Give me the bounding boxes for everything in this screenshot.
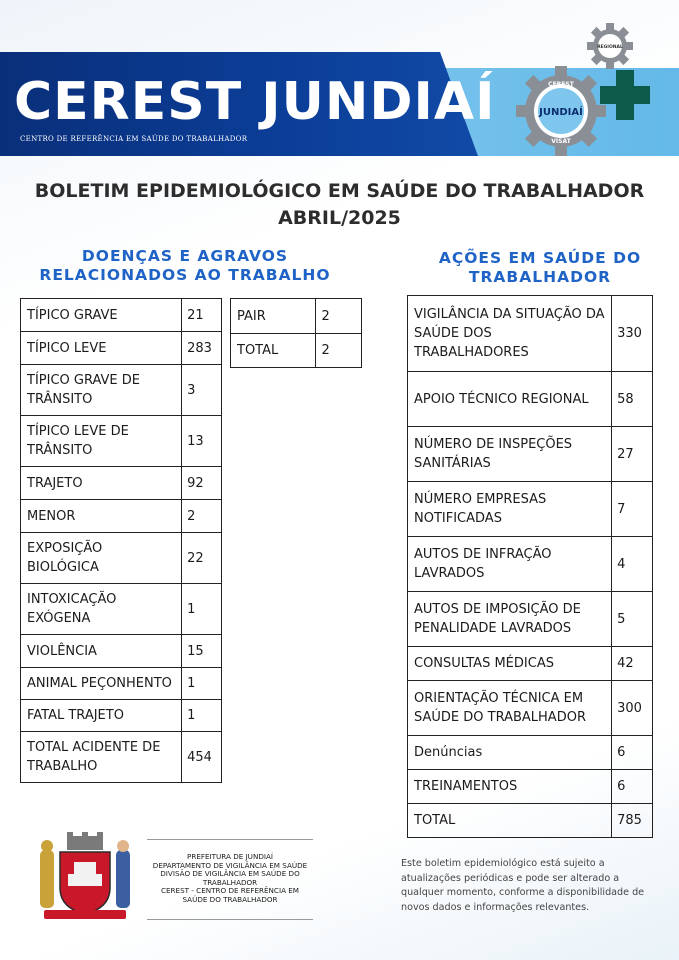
row-value: 27 [612, 427, 653, 482]
gear-regional-label: REGIONAL [597, 45, 623, 50]
row-value: 300 [612, 681, 653, 736]
row-label: NÚMERO DE INSPEÇÕES SANITÁRIAS [408, 427, 612, 482]
row-value: 2 [316, 299, 362, 334]
row-value: 92 [182, 467, 222, 500]
row-value: 1 [182, 700, 222, 732]
left-heading-line2: RELACIONADOS AO TRABALHO [39, 266, 331, 284]
footer-line: DIVISÃO DE VIGILÂNCIA EM SAÚDE DO [160, 869, 300, 879]
table-row [408, 681, 653, 736]
row-value: 330 [612, 296, 653, 372]
row-value: 6 [612, 770, 653, 804]
row-value: 454 [182, 732, 222, 783]
table-row [21, 533, 222, 584]
footer-divider-top [147, 839, 313, 840]
row-label: AUTOS DE INFRAÇÃO LAVRADOS [408, 537, 612, 592]
footer-line: SAÚDE DO TRABALHADOR [182, 894, 278, 904]
logo-bottom-text: VISAT [551, 138, 571, 145]
row-label: TÍPICO GRAVE DE TRÂNSITO [21, 365, 182, 416]
bulletin-period: ABRIL/2025 [278, 207, 401, 229]
row-label: APOIO TÉCNICO REGIONAL [408, 372, 612, 427]
row-value: 15 [182, 635, 222, 668]
table-row-total [231, 334, 362, 368]
footer-institution [145, 853, 315, 905]
jundiai-coat-of-arms-logo [34, 832, 136, 922]
table-row [21, 635, 222, 668]
table-row [408, 427, 653, 482]
row-label: TRAJETO [21, 467, 182, 500]
footer-line: DEPARTAMENTO DE VIGILÂNCIA EM SAÚDE [152, 860, 308, 870]
table-row [408, 736, 653, 770]
table-row-total [408, 804, 653, 838]
row-value: 21 [182, 299, 222, 332]
row-label: TÍPICO LEVE [21, 332, 182, 365]
row-value: 2 [316, 334, 362, 368]
table-row [408, 592, 653, 647]
row-value: 785 [612, 804, 653, 838]
row-label: MENOR [21, 500, 182, 533]
table-row [21, 700, 222, 732]
brand-subtitle: CENTRO DE REFERÊNCIA EM SAÚDE DO TRABALHADOR [20, 135, 248, 143]
table-row [21, 332, 222, 365]
health-cross-icon [598, 68, 652, 122]
row-value: 7 [612, 482, 653, 537]
table-row [408, 372, 653, 427]
footer-line: PREFEITURA DE JUNDIAÍ [186, 852, 274, 861]
row-label: INTOXICAÇÃO EXÓGENA [21, 584, 182, 635]
logo-center-text: JUNDIAÍ [539, 107, 583, 118]
work-injuries-table [20, 298, 222, 783]
footer-line: CEREST - CENTRO DE REFERÊNCIA EM [160, 886, 300, 896]
row-label: NÚMERO EMPRESAS NOTIFICADAS [408, 482, 612, 537]
row-value: 22 [182, 533, 222, 584]
table-row [21, 416, 222, 467]
bulletin-title [0, 178, 679, 232]
table-row [21, 584, 222, 635]
health-actions-table [407, 295, 653, 838]
row-value: 283 [182, 332, 222, 365]
row-label: TOTAL [408, 804, 612, 838]
table-row [408, 647, 653, 681]
row-label: AUTOS DE IMPOSIÇÃO DE PENALIDADE LAVRADOS [408, 592, 612, 647]
row-label: TÍPICO LEVE DE TRÂNSITO [21, 416, 182, 467]
left-section-heading [20, 247, 350, 285]
row-label: VIGILÂNCIA DA SITUAÇÃO DA SAÚDE DOS TRABALHADORES [408, 296, 612, 372]
row-label: TOTAL ACIDENTE DE TRABALHO [21, 732, 182, 783]
row-label: CONSULTAS MÉDICAS [408, 647, 612, 681]
table-row [408, 537, 653, 592]
right-section-heading [400, 249, 679, 287]
right-heading-line2: TRABALHADOR [468, 268, 612, 286]
row-label: FATAL TRAJETO [21, 700, 182, 732]
row-value: 13 [182, 416, 222, 467]
bulletin-title-line1: BOLETIM EPIDEMIOLÓGICO EM SAÚDE DO TRABALHADOR [34, 180, 645, 202]
table-row-total [21, 732, 222, 783]
table-row [408, 296, 653, 372]
row-value: 5 [612, 592, 653, 647]
row-value: 3 [182, 365, 222, 416]
row-label: PAIR [231, 299, 316, 334]
disclaimer-text: Este boletim epidemiológico está sujeito a atualizações periódicas e pode ser alterado a qualquer momento, conforme a disponibilidade de novos dados e informações relevantes. [401, 858, 645, 913]
row-value: 6 [612, 736, 653, 770]
cerest-gear-logo [514, 64, 608, 158]
brand-title: CEREST JUNDIAÍ [14, 72, 496, 132]
row-value: 4 [612, 537, 653, 592]
pair-table [230, 298, 362, 368]
table-row [408, 482, 653, 537]
row-label: TOTAL [231, 334, 316, 368]
right-heading-line1: AÇÕES EM SAÚDE DO [438, 249, 642, 267]
row-value: 42 [612, 647, 653, 681]
row-value: 1 [182, 668, 222, 700]
row-label: TÍPICO GRAVE [21, 299, 182, 332]
table-row [21, 500, 222, 533]
row-value: 2 [182, 500, 222, 533]
table-row [21, 365, 222, 416]
row-label: EXPOSIÇÃO BIOLÓGICA [21, 533, 182, 584]
row-label: Denúncias [408, 736, 612, 770]
table-row [231, 299, 362, 334]
left-heading-line1: DOENÇAS E AGRAVOS [81, 247, 289, 265]
table-row [21, 668, 222, 700]
logo-top-text: CEREST [548, 81, 574, 88]
table-row [408, 770, 653, 804]
regional-gear-logo [586, 22, 634, 70]
row-value: 1 [182, 584, 222, 635]
table-row [21, 467, 222, 500]
row-value: 58 [612, 372, 653, 427]
footer-line: TRABALHADOR [202, 877, 258, 887]
row-label: TREINAMENTOS [408, 770, 612, 804]
row-label: ORIENTAÇÃO TÉCNICA EM SAÚDE DO TRABALHADOR [408, 681, 612, 736]
table-row [21, 299, 222, 332]
row-label: ANIMAL PEÇONHENTO [21, 668, 182, 700]
footer-divider-bottom [147, 919, 313, 920]
row-label: VIOLÊNCIA [21, 635, 182, 668]
